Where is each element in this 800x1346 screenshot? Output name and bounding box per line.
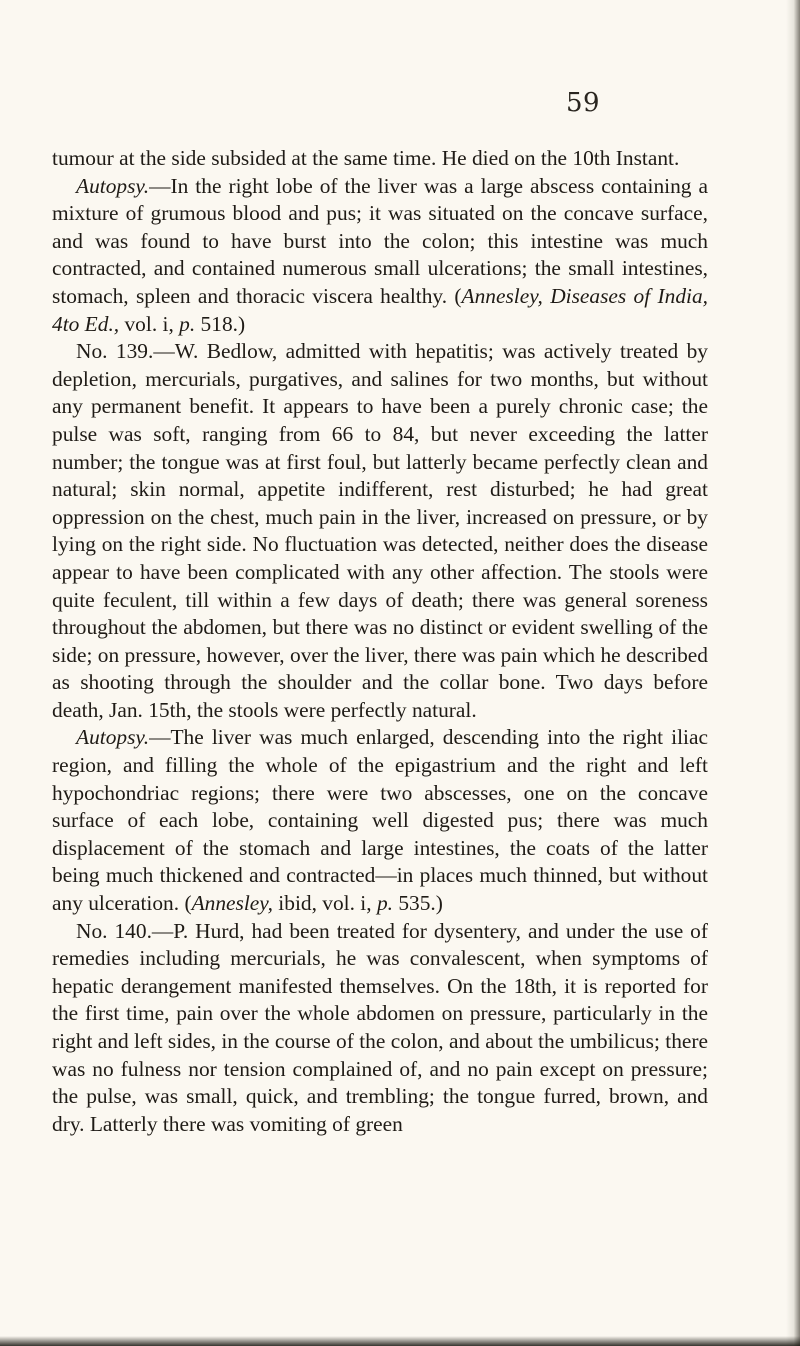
paragraph-case-140: No. 140.—P. Hurd, had been treated for dysentery, and under the use of remedies including mercurials, he was convalescent, when symptoms of hepatic derangement manifested themselves. On the 18th, it is reported for the first time, pain over the whole abdomen on pressure, particularly in the right and left sides, in the course of the colon, and about the umbilicus; there was no fulness nor tension complained of, and no pain except on pressure; the pulse, was small, quick, and trembling; the tongue furred, brown, and dry. Latterly there was vomiting of green [52, 918, 708, 1136]
autopsy-body: —In the right lobe of the liver was a large abscess containing a mixture of grumous blood and pus; it was situated on the concave surface, and was found to have burst into the colon; this intestine was much contracted, and contained numerous small ulcerations; the small intestines, stomach, spleen and thoracic viscera healthy. ( [52, 173, 708, 308]
citation-page-label: p. [376, 891, 393, 916]
citation-source: Annesley, [191, 891, 273, 916]
paragraph-case-139: No. 139.—W. Bedlow, admitted with hepatitis; was actively treated by depletion, mercurials, purgatives, and salines for two months, but without any permanent benefit. It appears to have been a purely chronic case; the pulse was soft, ranging from 66 to 84, but never exceeding the latter number; the tongue was at first foul, but latterly became perfectly clean and natural; skin normal, appetite indifferent, rest disturbed; he had great oppression on the chest, much pain in the liver, increased on pressure, or by lying on the right side. No fluctuation was detected, neither does the disease appear to have been complicated with any other affection. The stools were quite feculent, till within a few days of death; there was general soreness throughout the abdomen, but there was no distinct or evident swelling of the side; on pressure, however, over the liver, there was pain which he described as shooting through the shoulder and the collar bone. Two days before death, Jan. 15th, the stools were perfectly natural. [52, 339, 708, 722]
citation-volume: vol. i, [119, 311, 180, 336]
page-bottom-edge [0, 1336, 800, 1346]
autopsy-body: —The liver was much enlarged, descending into the right iliac region, and filling the whole of the epigastrium and the right and left hypochondriac regions; there were two abscesses, one on the concave surface of each lobe, containing well digested pus; there was much displacement of the stomach and large intestines, the coats of the latter being much thickened and contracted—in places much thinned, but without any ulceration. ( [52, 725, 708, 916]
body-text [52, 145, 708, 1138]
paragraph-autopsy-1 [52, 173, 708, 339]
page-edge-shadow [786, 0, 800, 1346]
citation-volume: ibid, vol. i, [272, 891, 377, 916]
paragraph-autopsy-2 [52, 724, 708, 917]
autopsy-heading: Autopsy. [76, 725, 150, 750]
page-number: 59 [566, 88, 601, 118]
autopsy-heading: Autopsy. [76, 173, 150, 198]
citation-page-number: 535.) [393, 891, 443, 916]
citation-source: Annesley, Diseases of India, 4to Ed., [52, 283, 708, 336]
paragraph-continuation: tumour at the side subsided at the same time. He died on the 10th Instant. [52, 146, 680, 170]
citation-page-number: 518.) [195, 311, 246, 336]
citation-page-label: p. [179, 311, 196, 336]
